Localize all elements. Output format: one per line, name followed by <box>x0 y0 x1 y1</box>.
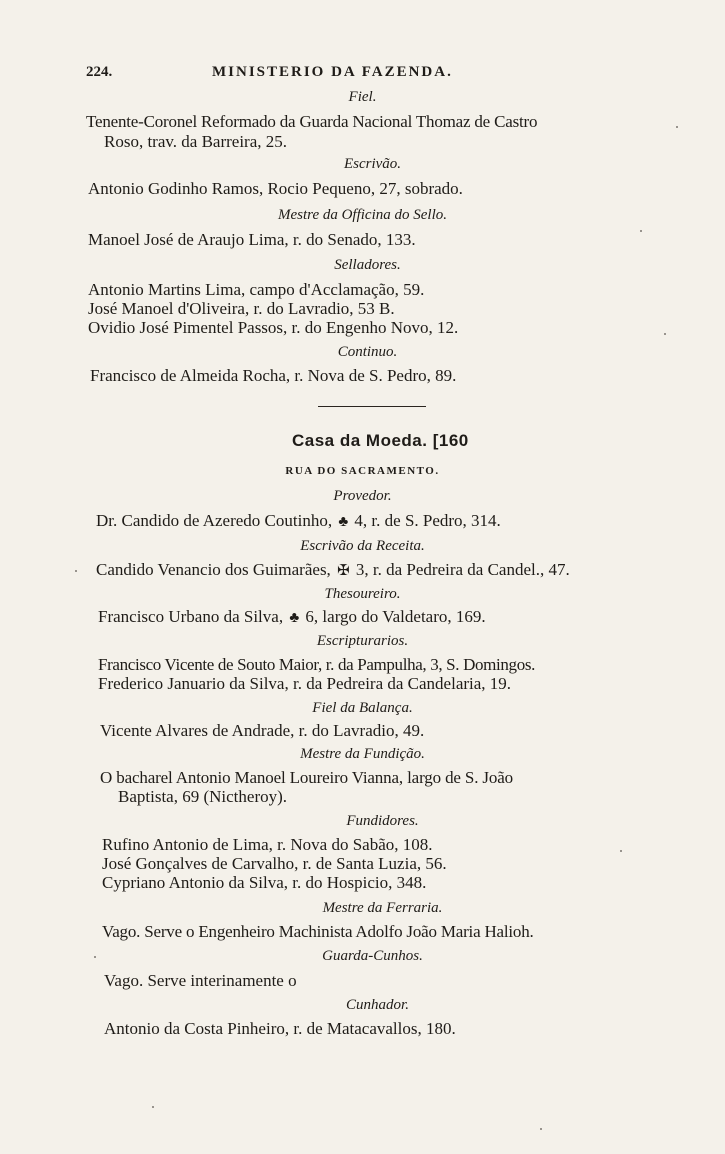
entry-escrivao-receita <box>96 560 570 581</box>
entry-mestre-sello: Manoel José de Araujo Lima, r. do Senado, 133. <box>88 230 416 249</box>
scan-speck <box>620 850 622 852</box>
entry-cunhador: Antonio da Costa Pinheiro, r. de Matacavallos, 180. <box>104 1019 456 1038</box>
section-title-casa-da-moeda: Casa da Moeda. [160 <box>292 431 469 450</box>
entry-provedor <box>96 511 501 532</box>
entry-fiel-line1: Tenente-Coronel Reformado da Guarda Nacional Thomaz de Castro <box>86 112 538 131</box>
entry-fundidor-2: José Gonçalves de Carvalho, r. de Santa Luzia, 56. <box>102 854 447 873</box>
heading-escrivao: Escrivão. <box>343 156 402 172</box>
entry-sellador-1: Antonio Martins Lima, campo d'Acclamação, 59. <box>88 280 425 299</box>
entry-escrivao-receita-address: 3, r. da Pedreira da Candel., 47. <box>355 560 570 579</box>
entry-sellador-2: José Manoel d'Oliveira, r. do Lavradio, 53 B. <box>88 299 395 318</box>
heading-guarda-cunhos: Guarda-Cunhos. <box>322 948 423 964</box>
entry-escrivao: Antonio Godinho Ramos, Rocio Pequeno, 27, sobrado. <box>88 179 463 198</box>
scan-speck <box>152 1106 154 1108</box>
heading-continuo: Continuo. <box>337 344 398 360</box>
entry-continuo: Francisco de Almeida Rocha, r. Nova de S. Pedro, 89. <box>90 366 457 385</box>
entry-escrivao-receita-name: Candido Venancio dos Guimarães, <box>96 560 331 579</box>
order-badge-icon: ♣ <box>289 610 300 626</box>
order-badge-icon: ♣ <box>338 514 349 530</box>
entry-guarda-cunhos: Vago. Serve interinamente o <box>104 971 297 990</box>
section-divider <box>318 406 426 407</box>
heading-mestre-ferraria: Mestre da Ferraria. <box>322 900 443 916</box>
entry-fundidor-3: Cypriano Antonio da Silva, r. do Hospicio, 348. <box>102 873 427 892</box>
entry-sellador-3: Ovidio José Pimentel Passos, r. do Engenho Novo, 12. <box>88 318 459 337</box>
heading-fundidores: Fundidores. <box>346 813 419 829</box>
entry-provedor-name: Dr. Candido de Azeredo Coutinho, <box>96 511 333 530</box>
heading-provedor: Provedor. <box>333 488 392 504</box>
cross-order-icon: ✠ <box>337 563 350 579</box>
heading-escripturarios: Escripturarios. <box>316 633 409 649</box>
heading-selladores: Selladores. <box>334 257 401 273</box>
scan-speck <box>540 1128 542 1130</box>
entry-thesoureiro-name: Francisco Urbano da Silva, <box>98 607 284 626</box>
entry-mestre-fundicao-line2: Baptista, 69 (Nictheroy). <box>118 787 288 806</box>
heading-thesoureiro: Thesoureiro. <box>324 586 401 602</box>
entry-mestre-ferraria: Vago. Serve o Engenheiro Machinista Adolfo João Maria Halioh. <box>102 922 534 941</box>
page-header-title: MINISTERIO DA FAZENDA. <box>212 64 453 80</box>
heading-escrivao-receita: Escrivão da Receita. <box>300 538 425 554</box>
heading-fiel-balanca: Fiel da Balança. <box>312 700 413 716</box>
heading-mestre-sello: Mestre da Officina do Sello. <box>278 207 447 223</box>
heading-fiel: Fiel. <box>348 89 377 105</box>
heading-mestre-fundicao: Mestre da Fundição. <box>300 746 425 762</box>
entry-mestre-fundicao-line1: O bacharel Antonio Manoel Loureiro Vianna, largo de S. João <box>100 768 513 787</box>
entry-escripturario-2: Frederico Januario da Silva, r. da Pedreira da Candelaria, 19. <box>98 674 512 693</box>
entry-thesoureiro-address: 6, largo do Valdetaro, 169. <box>305 607 486 626</box>
scan-speck <box>94 956 96 958</box>
scan-speck <box>676 126 678 128</box>
scan-speck <box>75 570 77 572</box>
entry-fiel-line2: Roso, trav. da Barreira, 25. <box>104 132 288 151</box>
page-number: 224. <box>86 64 113 80</box>
entry-fiel-balanca: Vicente Alvares de Andrade, r. do Lavradio, 49. <box>100 721 425 740</box>
entry-fundidor-1: Rufino Antonio de Lima, r. Nova do Sabão, 108. <box>102 835 433 854</box>
entry-thesoureiro <box>98 607 486 628</box>
heading-cunhador: Cunhador. <box>346 997 409 1013</box>
scan-speck <box>664 333 666 335</box>
section-subtitle-address: RUA DO SACRAMENTO. <box>285 465 440 477</box>
entry-provedor-address: 4, r. de S. Pedro, 314. <box>354 511 501 530</box>
entry-escripturario-1: Francisco Vicente de Souto Maior, r. da Pampulha, 3, S. Domingos. <box>98 655 536 674</box>
scan-speck <box>640 230 642 232</box>
